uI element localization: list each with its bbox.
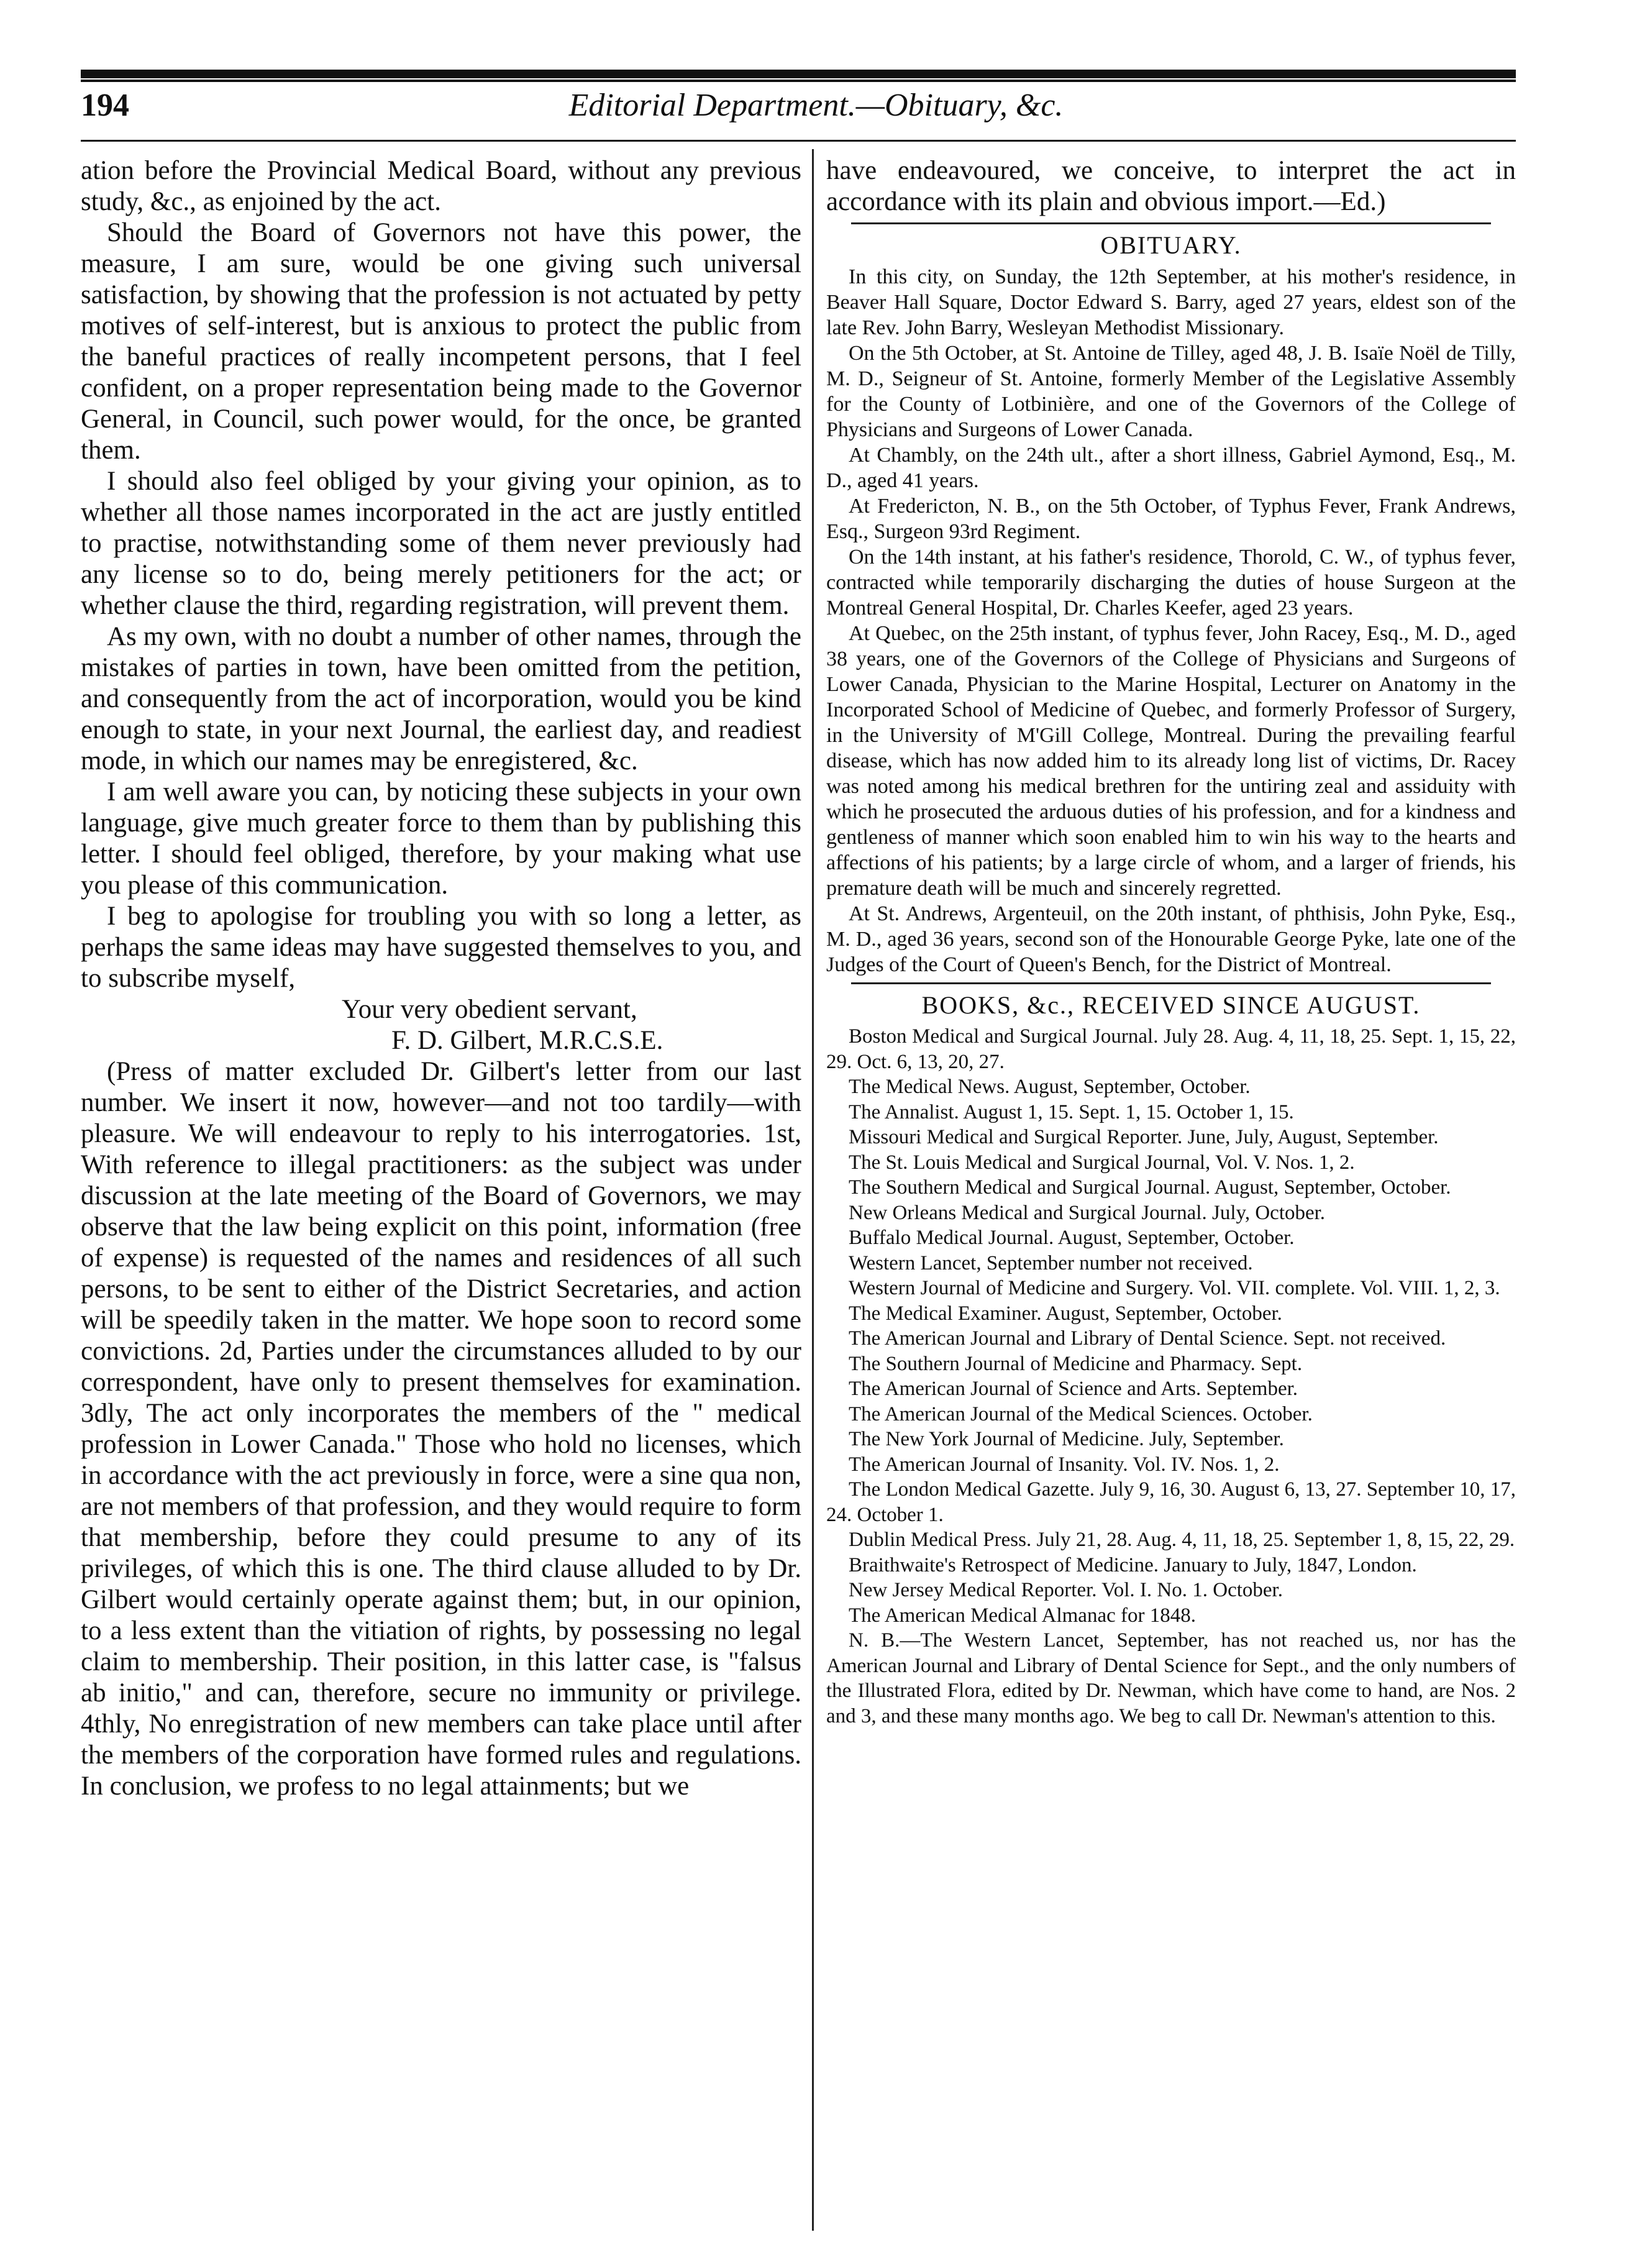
letter-paragraph: I beg to apologise for troubling you with so long a letter, as perhaps the same ideas may have suggested themselves to you, and to subscribe myself, [81,902,801,993]
book-entry: The New York Journal of Medicine. July, September. [849,1428,1284,1450]
letter-paragraph: ation before the Provincial Medical Board, without any previous study, &c., as enjoined by the act. [81,156,801,216]
letter-paragraph: As my own, with no doubt a number of other names, through the mistakes of parties in town, have been omitted from the petition, and consequently from the act of incorporation, would you be kind enough to state, in your next Journal, the earliest day, and readiest mode, in which our names may be enregistered, &c. [81,622,801,775]
top-rule [81,70,1516,78]
section-rule [851,982,1491,984]
left-column [81,155,801,1802]
book-entry: New Orleans Medical and Surgical Journal. July, October. [849,1201,1326,1224]
book-entry: The St. Louis Medical and Surgical Journal, Vol. V. Nos. 1, 2. [849,1151,1355,1174]
top-rule-thin [81,80,1516,82]
book-entry: The American Journal of the Medical Sciences. October. [849,1402,1313,1425]
obituary-entry: At Fredericton, N. B., on the 5th October, of Typhus Fever, Frank Andrews, Esq., Surgeon 93rd Regiment. [826,495,1516,543]
running-title: Editorial Department.—Obituary, &c. [568,88,1064,123]
book-entry: The Southern Journal of Medicine and Pharmacy. Sept. [849,1352,1303,1375]
book-entry: The American Journal of Science and Arts. September. [849,1378,1298,1400]
nb-note: N. B.—The Western Lancet, September, has not reached us, nor has the American Journal and Library of Dental Science for Sept., and the only numbers of the Illustrated Flora, edited by Dr. Newman, which have come to hand, are Nos. 2 and 3, and these many months ago. We beg to call Dr. Newman's attention to this. [826,1629,1516,1727]
books-heading: BOOKS, &c., RECEIVED SINCE AUGUST. [921,991,1421,1019]
book-entry: The Southern Medical and Surgical Journal. August, September, October. [849,1176,1451,1199]
book-entry: Missouri Medical and Surgical Reporter. June, July, August, September. [849,1126,1439,1148]
book-entry: Braithwaite's Retrospect of Medicine. January to July, 1847, London. [849,1553,1417,1576]
obituary-entry: At Chambly, on the 24th ult., after a short illness, Gabriel Aymond, Esq., M. D., aged 41 years. [826,444,1516,492]
book-entry: New Jersey Medical Reporter. Vol. I. No. 1. October. [849,1579,1283,1601]
letter-paragraph: I am well aware you can, by noticing these subjects in your own language, give much greater force to them than by publishing this letter. I should feel obliged, therefore, by your making what use you please of this communication. [81,777,801,900]
letter-signature: F. D. Gilbert, M.R.C.S.E. [391,1026,663,1055]
letter-paragraph: I should also feel obliged by your giving your opinion, as to whether all those names incorporated in the act are justly entitled to practise, notwithstanding some of them never previously had any license so to do, being merely petitioners for the act; or whether clause the third, regarding registration, will prevent them. [81,467,801,620]
page-number: 194 [81,88,129,123]
obituary-entry: At St. Andrews, Argenteuil, on the 20th instant, of phthisis, John Pyke, Esq., M. D., aged 36 years, second son of the Honourable George Pyke, late one of the Judges of the Court of Queen's Bench, for the District of Montreal. [826,902,1516,976]
obituary-heading: OBITUARY. [1100,231,1242,259]
letter-closing: Your very obedient servant, [342,995,637,1024]
section-rule [851,222,1491,224]
editor-note-continuation: have endeavoured, we conceive, to interpret the act in accordance with its plain and obvious import.—Ed.) [826,156,1516,216]
book-entry: Buffalo Medical Journal. August, September, October. [849,1227,1295,1249]
editor-note: (Press of matter excluded Dr. Gilbert's letter from our last number. We insert it now, however—and not too tardily—with pleasure. We will endeavour to reply to his interrogatories. 1st, With reference to illegal practitioners: as the subject was under discussion at the late meeting of the Board of Governors, we may observe that the law being explicit on this point, information (free of expense) is requested of the names and residences of all such persons, to be sent to either of the District Secretaries, and action will be speedily taken in the matter. We hope soon to record some convictions. 2d, Parties under the circumstances alluded to by our correspondent, have only to present themselves for examination. 3dly, The act only incorporates the members of the " medical profession in Lower Canada." Those who hold no licenses, which in accordance with the act previously in force, were a sine qua non, are not members of that profession, and they would require to form that membership, before they could presume to any of its privileges, of which this is one. The third clause alluded to by Dr. Gilbert would certainly operate against them; but, in our opinion, to a less extent than the vitiation of rights, by possessing no legal claim to membership. Their position, in this latter case, is "falsus ab initio," and can, therefore, secure no immunity or privilege. 4thly, No enregistration of new members can take place until after the members of the corporation have formed rules and regulations. In conclusion, we profess to no legal attainments; but we [81,1057,801,1801]
books-list [826,1024,1516,1628]
column-divider [812,149,814,2231]
book-entry: The Medical News. August, September, October. [849,1076,1251,1098]
book-entry: The American Journal and Library of Dental Science. Sept. not received. [849,1327,1446,1350]
header-rule [81,140,1516,142]
obituary-entry: On the 14th instant, at his father's residence, Thorold, C. W., of typhus fever, contracted while temporarily discharging the duties of house Surgeon at the Montreal General Hospital, Dr. Charles Keefer, aged 23 years. [826,546,1516,620]
obituary-entry: In this city, on Sunday, the 12th September, at his mother's residence, in Beaver Hall Square, Doctor Edward S. Barry, aged 27 years, eldest son of the late Rev. John Barry, Wesleyan Methodist Missionary. [826,265,1516,339]
book-entry: The American Journal of Insanity. Vol. IV. Nos. 1, 2. [849,1453,1280,1476]
book-entry: The Annalist. August 1, 15. Sept. 1, 15. October 1, 15. [849,1100,1294,1123]
obituary-entry: On the 5th October, at St. Antoine de Tilley, aged 48, J. B. Isaïe Noël de Tilly, M. D., Seigneur of St. Antoine, formerly Member of the Legislative Assembly for the County of Lotbinière, and one of the Governors of the College of Physicians and Surgeons of Lower Canada. [826,342,1516,441]
book-entry: Western Lancet, September number not received. [849,1251,1253,1274]
book-entry: Boston Medical and Surgical Journal. July 28. Aug. 4, 11, 18, 25. Sept. 1, 15, 22, 29. Oct. 6, 13, 20, 27. [826,1025,1516,1073]
right-column [826,155,1516,1729]
book-entry: The American Medical Almanac for 1848. [849,1604,1196,1627]
obituary-entry: At Quebec, on the 25th instant, of typhus fever, John Racey, Esq., M. D., aged 38 years, one of the Governors of the College of Physicians and Surgeons of Lower Canada, Physician to the Marine Hospital, Lecturer on Anatomy in the Incorporated School of Medicine of Quebec, and formerly Professor of Surgery, in the University of M'Gill College, Montreal. During the prevailing fearful disease, which has now added him to its already long list of victims, Dr. Racey was noted among his medical brethren for the untiring zeal and assiduity with which he prosecuted the arduous duties of his profession, and for a kindness and gentleness of manner which soon enabled him to win his way to the hearts and affections of his patients; by a large circle of whom, and a larger of friends, his premature death will be much and sincerely regretted. [826,622,1516,900]
book-entry: The London Medical Gazette. July 9, 16, 30. August 6, 13, 27. September 10, 17, 24. October 1. [826,1478,1516,1526]
book-entry: Western Journal of Medicine and Surgery. Vol. VII. complete. Vol. VIII. 1, 2, 3. [849,1277,1500,1299]
letter-paragraph: Should the Board of Governors not have this power, the measure, I am sure, would be one giving such universal satisfaction, by showing that the profession is not actuated by petty motives of self-interest, but is anxious to protect the public from the baneful practices of really incompetent persons, that I feel confident, on a proper representation being made to the Governor General, in Council, such power would, for the once, be granted them. [81,218,801,465]
book-entry: The Medical Examiner. August, September, October. [849,1302,1282,1325]
obituary-list [826,264,1516,977]
book-entry: Dublin Medical Press. July 21, 28. Aug. 4, 11, 18, 25. September 1, 8, 15, 22, 29. [849,1529,1515,1551]
